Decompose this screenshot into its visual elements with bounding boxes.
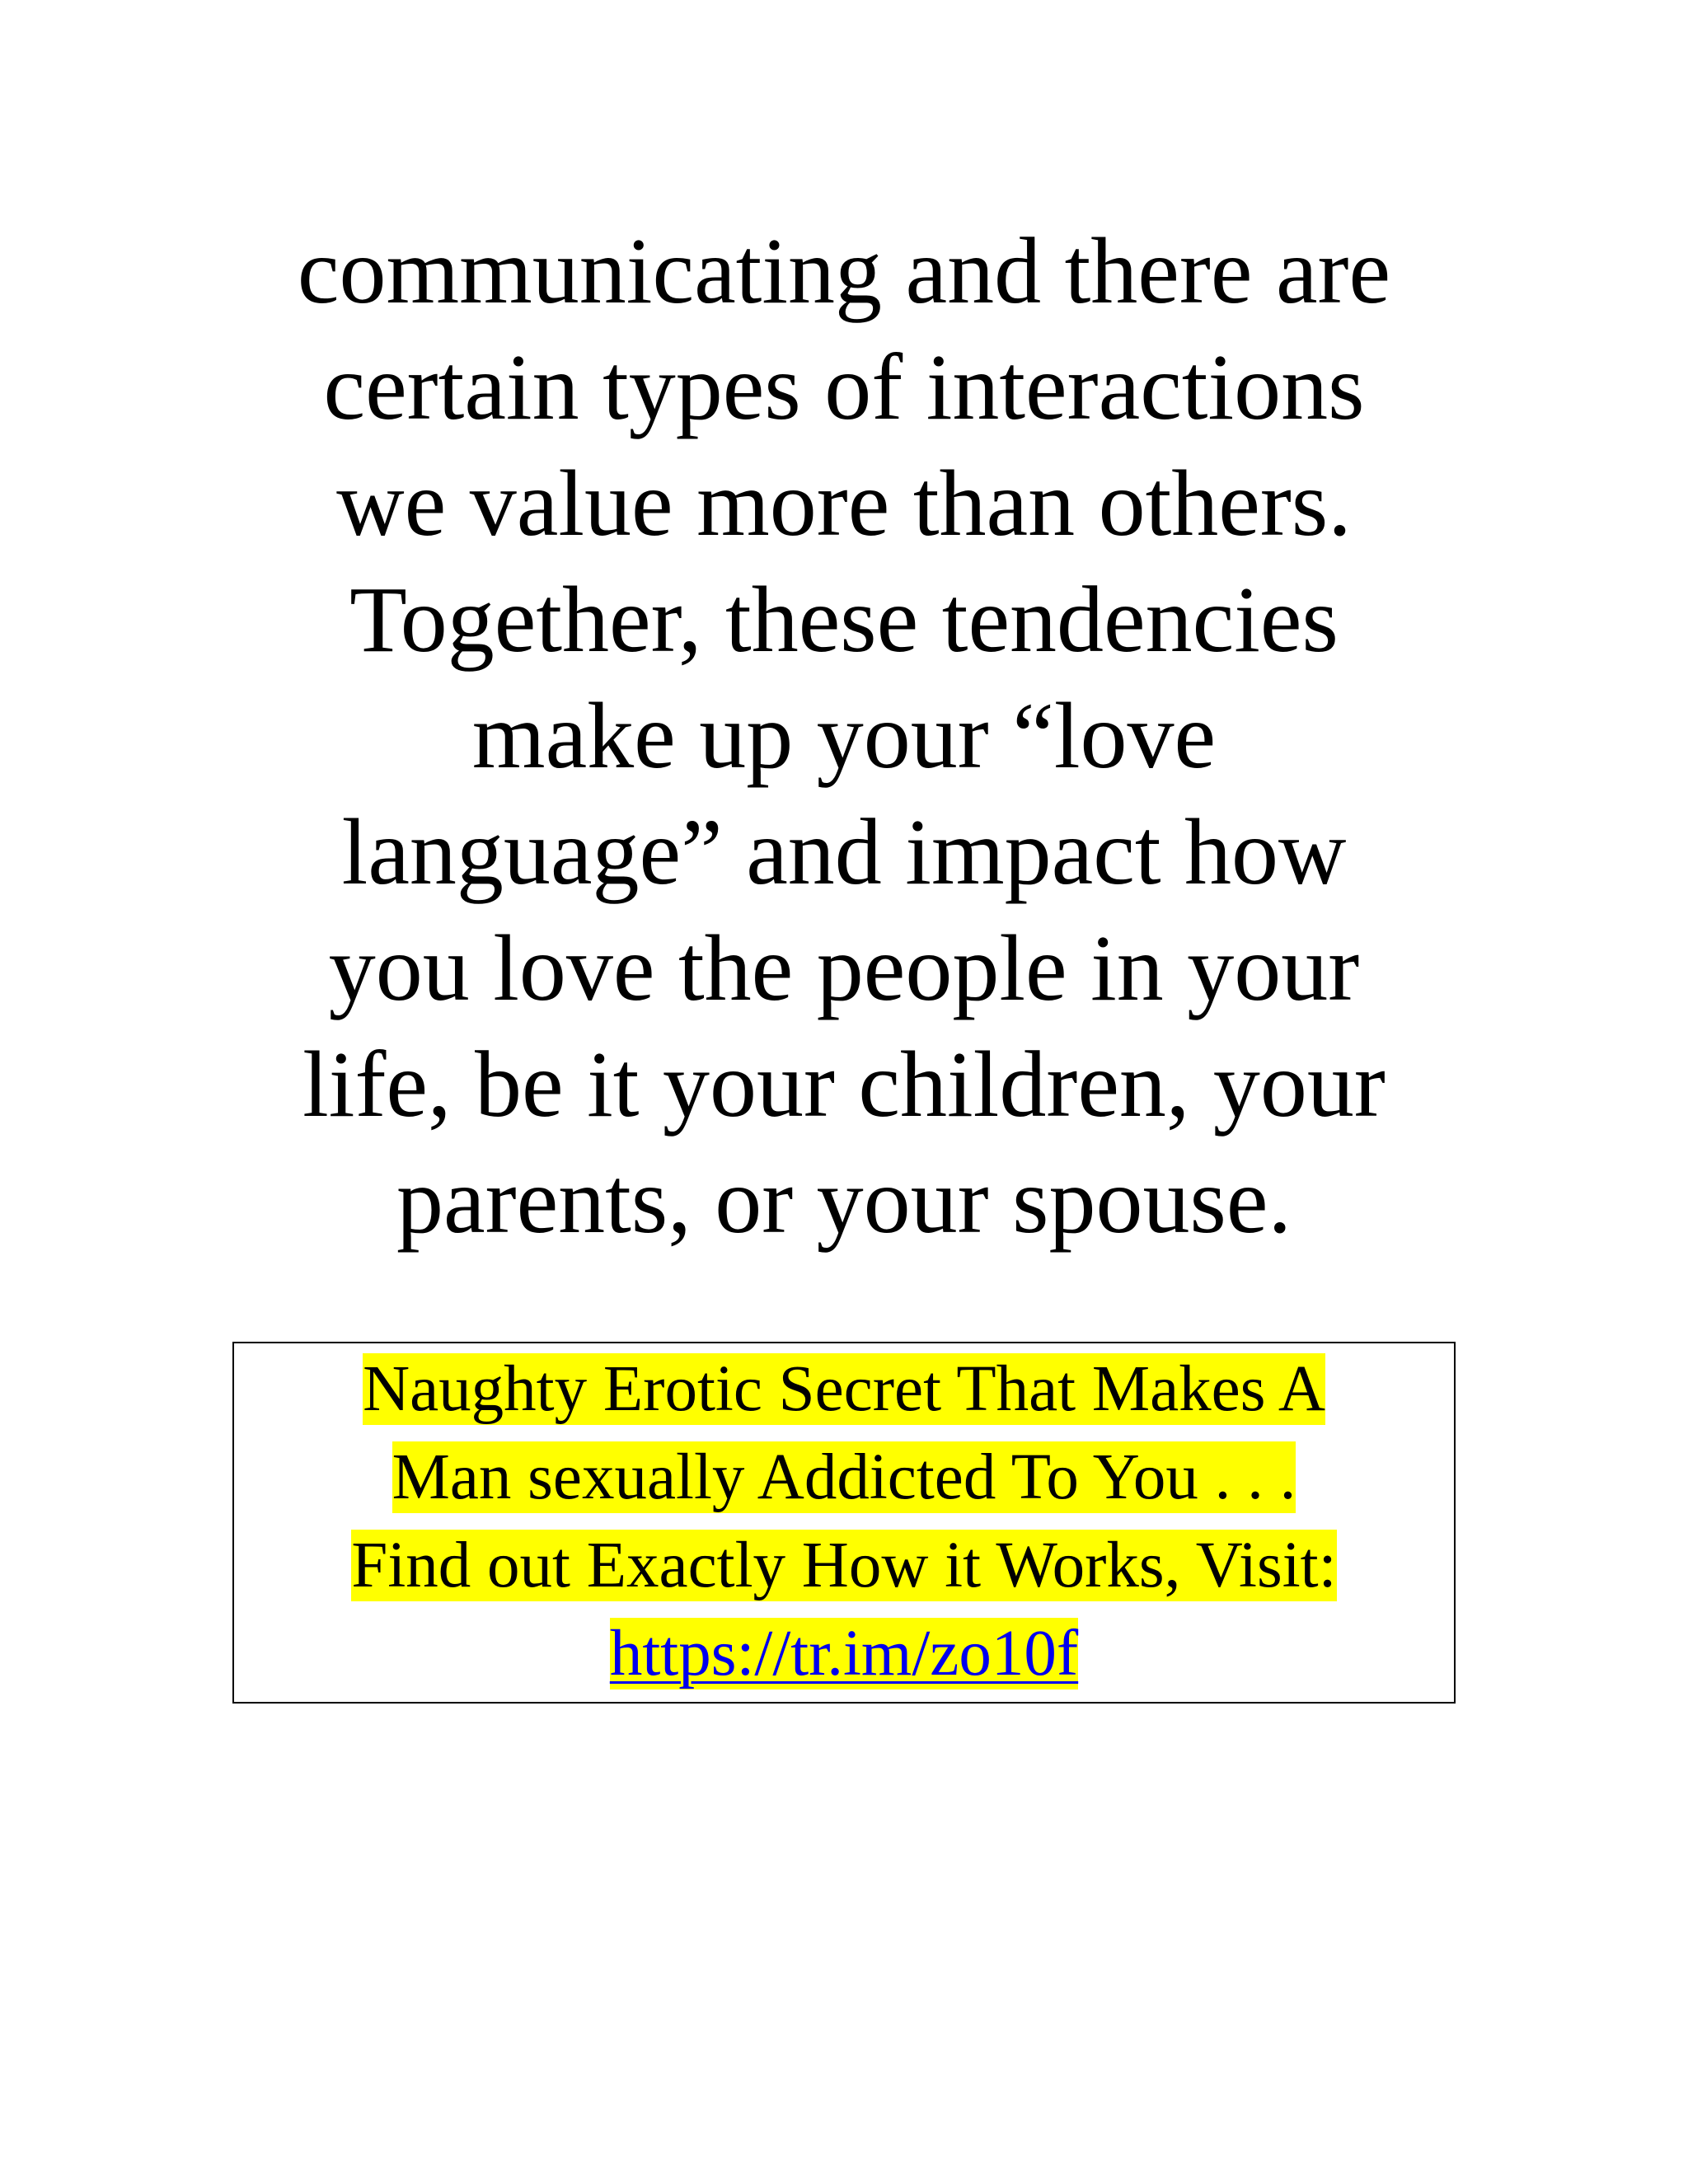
body-line: Together, these tendencies — [349, 567, 1339, 672]
promo-line — [234, 1345, 1454, 1433]
body-line: language” and impact how — [341, 799, 1347, 904]
promo-link-line — [234, 1610, 1454, 1698]
promo-line-text: Naughty Erotic Secret That Makes A — [363, 1353, 1325, 1425]
promo-line-text: Find out Exactly How it Works, Visit: — [351, 1530, 1337, 1601]
body-line: we value more than others. — [336, 451, 1352, 555]
promo-box — [232, 1342, 1456, 1704]
body-line: communicating and there are — [297, 218, 1391, 323]
promo-line-text: Man sexually Addicted To You . . . — [392, 1441, 1296, 1513]
body-line: parents, or your spouse. — [396, 1148, 1292, 1253]
body-line: life, be it your children, your — [302, 1032, 1386, 1137]
promo-line — [234, 1433, 1454, 1521]
body-line: you love the people in your — [328, 916, 1360, 1020]
body-line: make up your “love — [471, 683, 1217, 788]
promo-link[interactable]: https://tr.im/zo10f — [609, 1618, 1079, 1690]
promo-line — [234, 1521, 1454, 1610]
body-paragraph — [206, 213, 1482, 1258]
body-line: certain types of interactions — [323, 335, 1365, 439]
